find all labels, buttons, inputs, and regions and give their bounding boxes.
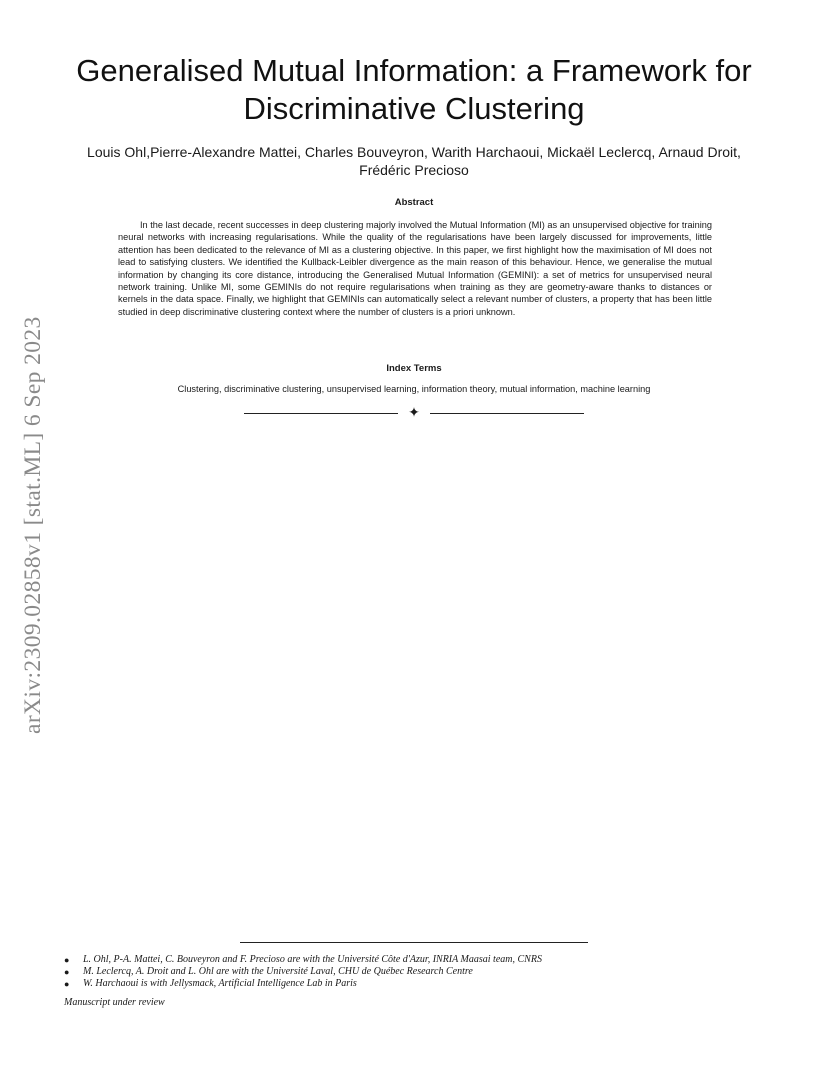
footnote-text: L. Ohl, P-A. Mattei, C. Bouveyron and F. Precioso are with the Université Côte d'Azur, INRIA Maasai team, CNRS xyxy=(83,954,542,965)
author-list: Louis Ohl,Pierre-Alexandre Mattei, Charles Bouveyron, Warith Harchaoui, Mickaël Leclercq, Arnaud Droit, Frédéric Precioso xyxy=(87,144,741,178)
abstract-body: In the last decade, recent successes in deep clustering majorly involved the Mutual Information (MI) as an unsupervised objective for training neural networks with increasing regularisations. While the quality of the regularisations have been largely discussed for improvements, little attention has been dedicated to the relevance of MI as a clustering objective. In this paper, we first highlight how the maximisation of MI does not lead to satisfying clusters. We identified the Kullback-Leibler divergence as the main reason of this behaviour. Hence, we generalise the mutual information by changing its core distance, introducing the Generalised Mutual Information (GEMINI): a set of metrics for unsupervised neural network training. Unlike MI, some GEMINIs do not require regularisations when training as they are geometry-aware thanks to distances or kernels in the data space. Finally, we highlight that GEMINIs can automatically select a relevant number of clusters, a property that has been little studied in deep discriminative clustering context where the number of clusters is a priori unknown. xyxy=(118,220,712,317)
footnote-item xyxy=(64,978,764,990)
bullet-icon: ● xyxy=(64,967,70,978)
footnote-item xyxy=(64,966,764,978)
paper-title: Generalised Mutual Information: a Framework for Discriminative Clustering xyxy=(76,53,752,126)
index-terms-body: Clustering, discriminative clustering, unsupervised learning, information theory, mutual information, machine learning xyxy=(177,384,651,394)
footnote-item xyxy=(64,954,764,966)
star-ornament-icon: ✦ xyxy=(408,405,420,421)
footnote-separator xyxy=(240,942,588,943)
manuscript-status-note: Manuscript under review xyxy=(64,997,165,1008)
footnote-text: M. Leclercq, A. Droit and L. Ohl are with the Université Laval, CHU de Québec Research Centre xyxy=(83,966,473,978)
bullet-icon: ● xyxy=(64,955,70,965)
divider-rule-right xyxy=(430,413,584,414)
bullet-icon: ● xyxy=(64,979,70,990)
affiliation-footnotes xyxy=(64,954,764,991)
index-terms-heading: Index Terms xyxy=(386,363,442,374)
abstract-heading: Abstract xyxy=(394,197,434,208)
arxiv-identifier-stamp: arXiv:2309.02858v1 [stat.ML] 6 Sep 2023 xyxy=(20,316,46,734)
section-divider xyxy=(244,405,584,421)
divider-rule-left xyxy=(244,413,398,414)
footnote-text: W. Harchaoui is with Jellysmack, Artificial Intelligence Lab in Paris xyxy=(83,978,357,990)
